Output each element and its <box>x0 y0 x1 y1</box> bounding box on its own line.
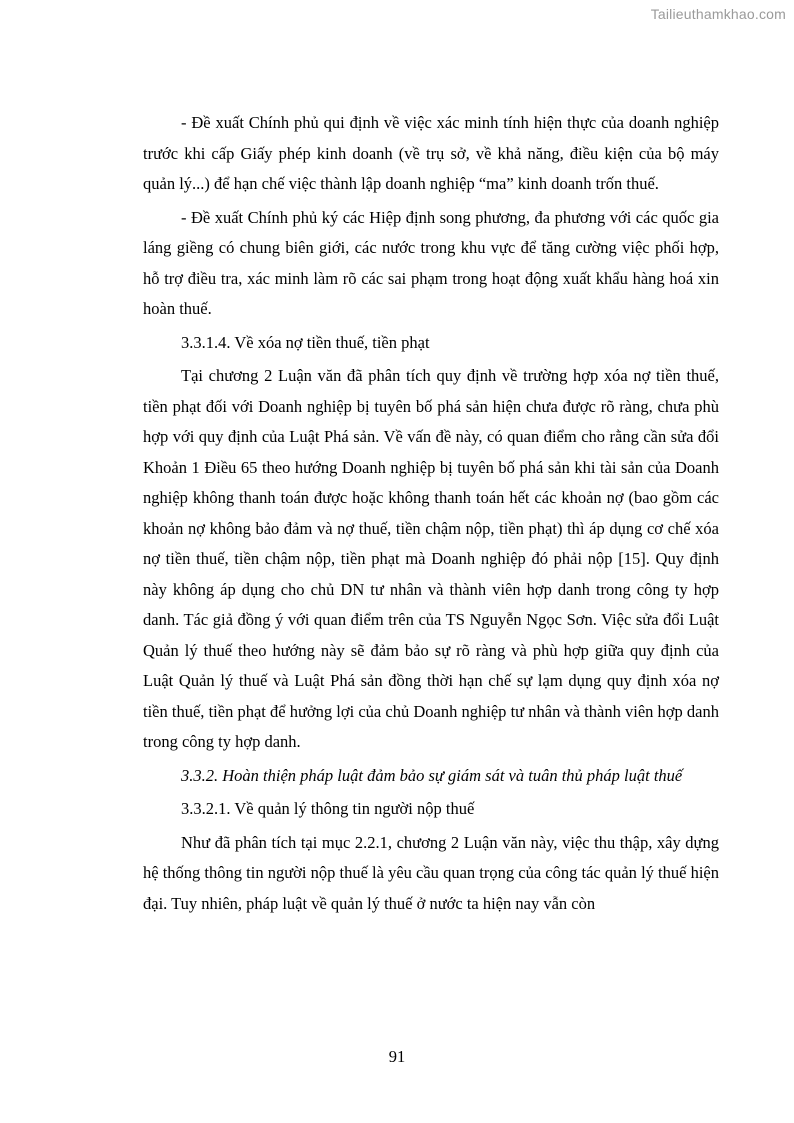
section-heading-3-3-2: 3.3.2. Hoàn thiện pháp luật đảm bảo sự giám sát và tuân thủ pháp luật thuế <box>181 765 683 785</box>
paragraph-proposal-agreements: - Đề xuất Chính phủ ký các Hiệp định song phương, đa phương với các quốc gia láng giềng có chung biên giới, các nước trong khu vực để tăng cường việc phối hợp, hỗ trợ điều tra, xác minh làm rõ các sai phạm trong hoạt động xuất khẩu hàng hoá xin hoàn thuế. <box>143 207 719 318</box>
paragraph-debt-write-off: Tại chương 2 Luận văn đã phân tích quy định về trường hợp xóa nợ tiền thuế, tiền phạt đối với Doanh nghiệp bị tuyên bố phá sản hiện chưa được rõ ràng, chưa phù hợp với quy định của Luật Phá sản. Về vấn đề này, có quan điểm cho rằng cần sửa đổi Khoản 1 Điều 65 theo hướng Doanh nghiệp bị tuyên bố phá sản khi tài sản của Doanh nghiệp không thanh toán được hoặc không thanh toán hết các khoản nợ (bao gồm các khoản nợ không bảo đảm và nợ thuế, tiền chậm nộp, tiền phạt) thì áp dụng cơ chế xóa nợ tiền thuế, tiền chậm nộp, tiền phạt mà Doanh nghiệp đó phải nộp [15]. Quy định này không áp dụng cho chủ DN tư nhân và thành viên hợp danh trong công ty hợp danh. Tác giả đồng ý với quan điểm trên của TS Nguyễn Ngọc Sơn. Việc sửa đổi Luật Quản lý thuế theo hướng này sẽ đảm bảo sự rõ ràng và phù hợp giữa quy định của Luật Quản lý thuế và Luật Phá sản đồng thời hạn chế sự lạm dụng quy định xóa nợ tiền thuế, tiền phạt để hưởng lợi của chủ Doanh nghiệp tư nhân và thành viên hợp danh trong công ty hợp danh. <box>143 366 719 751</box>
watermark: Tailieuthamkhao.com <box>650 6 786 22</box>
section-heading-3-3-1-4: 3.3.1.4. Về xóa nợ tiền thuế, tiền phạt <box>181 332 430 352</box>
page-number: 91 <box>388 1047 406 1066</box>
page-body <box>143 108 719 922</box>
section-heading-3-3-2-1: 3.3.2.1. Về quản lý thông tin người nộp thuế <box>181 799 475 818</box>
paragraph-proposal-verification: - Đề xuất Chính phủ qui định về việc xác minh tính hiện thực của doanh nghiệp trước khi cấp Giấy phép kinh doanh (về trụ sở, về khả năng, điều kiện của bộ máy quản lý...) để hạn chế việc thành lập doanh nghiệp “ma” kinh doanh trốn thuế. <box>143 113 719 193</box>
paragraph-taxpayer-information: Như đã phân tích tại mục 2.2.1, chương 2 Luận văn này, việc thu thập, xây dựng hệ thống thông tin người nộp thuế là yêu cầu quan trọng của công tác quản lý thuế hiện đại. Tuy nhiên, pháp luật về quản lý thuế ở nước ta hiện nay vẫn còn <box>143 832 719 913</box>
